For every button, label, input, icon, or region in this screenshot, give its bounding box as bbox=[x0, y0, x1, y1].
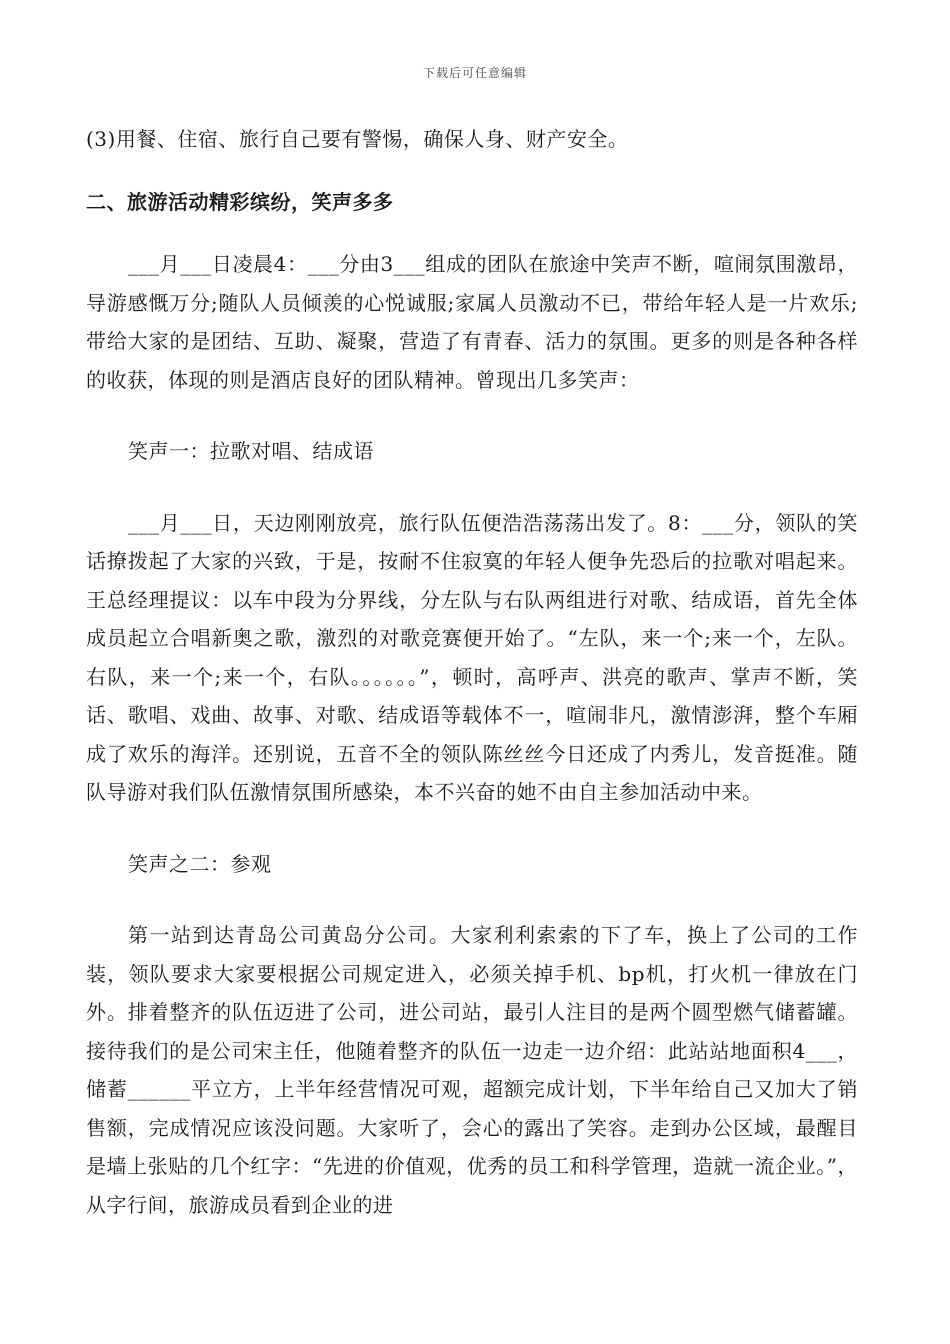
document-body bbox=[86, 120, 858, 1224]
paragraph-singing: ___月___日，天边刚刚放亮，旅行队伍便浩浩荡荡出发了。8：___分，领队的笑话撩拨起了大家的兴致，于是，按耐不住寂寞的年轻人便争先恐后的拉歌对唱起来。王总经理提议：以车中段为分界线，分左队与右队两组进行对歌、结成语，首先全体成员起立合唱新奥之歌，激烈的对歌竞赛便开始了。“左队，来一个;来一个，左队。右队，来一个;来一个，右队。。。。。。”，顿时，高呼声、洪亮的歌声、掌声不断，笑话、歌唱、戏曲、故事、对歌、结成语等载体不一，喧闹非凡，激情澎湃，整个车厢成了欢乐的海洋。还别说，五音不全的领队陈丝丝今日还成了内秀儿，发音挺准。随队导游对我们队伍激情氛围所感染，本不兴奋的她不由自主参加活动中来。 bbox=[86, 510, 858, 804]
paragraph-visit: 第一站到达青岛公司黄岛分公司。大家利利索索的下了车，换上了公司的工作装，领队要求大家要根据公司规定进入，必须关掉手机、bp机，打火机一律放在门外。排着整齐的队伍迈进了公司，进公司站，最引人注目的是两个圆型燃气储蓄罐。接待我们的是公司宋主任，他随着整齐的队伍一边走一边介绍：此站站地面积4___，储蓄______平立方，上半年经营情况可观，超额完成计划，下半年给自己又加大了销售额，完成情况应该没问题。大家听了，会心的露出了笑容。走到办公区域，最醒目是墙上张贴的几个红字：“先进的价值观，优秀的员工和科学管理，造就一流企业。”，从字行间，旅游成员看到企业的进 bbox=[86, 923, 858, 1217]
subheading-laughter-two: 笑声之二：参观 bbox=[128, 851, 272, 876]
safety-item-3: (3)用餐、住宿、旅行自己要有警惕，确保人身、财产安全。 bbox=[86, 127, 629, 151]
section-heading: 二、旅游活动精彩缤纷，笑声多多 bbox=[86, 189, 394, 214]
subheading-laughter-one: 笑声一：拉歌对唱、结成语 bbox=[128, 439, 374, 463]
paragraph-intro: ___月___日凌晨4：___分由3___组成的团队在旅途中笑声不断，喧闹氛围激昂，导游感慨万分;随队人员倾羡的心悦诚服;家属人员激动不已，带给年轻人是一片欢乐;带给大家的是团结、互助、凝聚，营造了有青春、活力的氛围。更多的则是各种各样的收获，体现的则是酒店良好的团队精神。曾现出几多笑声： bbox=[86, 252, 858, 392]
page-header-note: 下载后可任意编辑 bbox=[422, 66, 527, 80]
